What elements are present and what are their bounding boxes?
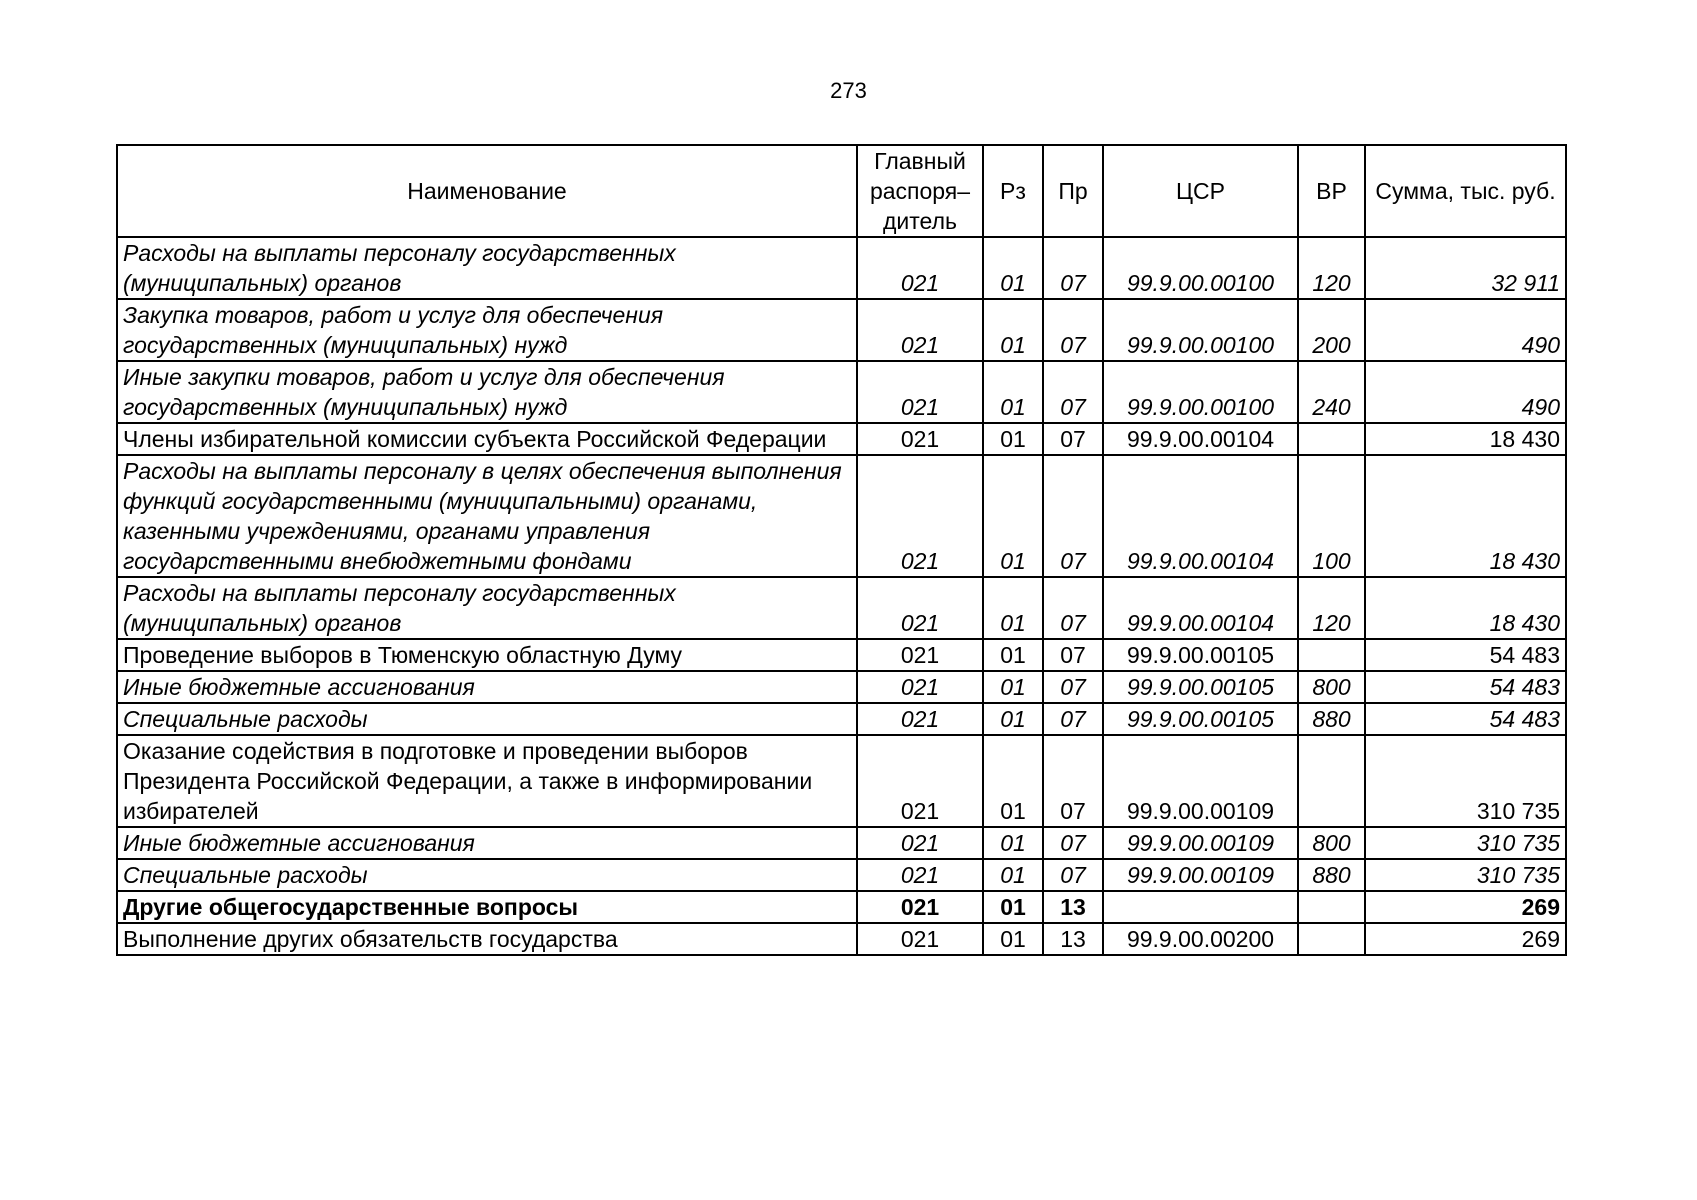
header-vr: ВР xyxy=(1298,145,1365,237)
cell-sum: 54 483 xyxy=(1365,639,1566,671)
cell-distributor: 021 xyxy=(857,735,983,827)
table-row xyxy=(117,577,1566,639)
cell-csr: 99.9.00.00104 xyxy=(1103,423,1298,455)
table-row xyxy=(117,455,1566,577)
cell-pr: 13 xyxy=(1043,891,1103,923)
cell-rz: 01 xyxy=(983,299,1043,361)
budget-table xyxy=(116,144,1567,956)
cell-rz: 01 xyxy=(983,891,1043,923)
cell-distributor: 021 xyxy=(857,703,983,735)
page-number: 273 xyxy=(830,78,867,103)
cell-name: Проведение выборов в Тюменскую областную Думу xyxy=(117,639,857,671)
cell-rz: 01 xyxy=(983,455,1043,577)
table-row xyxy=(117,891,1566,923)
cell-name: Расходы на выплаты персоналу в целях обеспечения выполнения функций государственными (муниципальными) органами, казенными учреждениями, органами управления государственными внебюджетными фондами xyxy=(117,455,857,577)
cell-pr: 07 xyxy=(1043,859,1103,891)
table-row xyxy=(117,703,1566,735)
cell-distributor: 021 xyxy=(857,577,983,639)
cell-csr: 99.9.00.00104 xyxy=(1103,577,1298,639)
cell-csr: 99.9.00.00109 xyxy=(1103,735,1298,827)
cell-rz: 01 xyxy=(983,237,1043,299)
table-row xyxy=(117,735,1566,827)
cell-distributor: 021 xyxy=(857,639,983,671)
cell-sum: 54 483 xyxy=(1365,671,1566,703)
cell-sum: 269 xyxy=(1365,923,1566,955)
cell-vr: 800 xyxy=(1298,671,1365,703)
cell-vr xyxy=(1298,639,1365,671)
cell-csr: 99.9.00.00105 xyxy=(1103,703,1298,735)
cell-csr: 99.9.00.00100 xyxy=(1103,361,1298,423)
cell-sum: 490 xyxy=(1365,361,1566,423)
cell-sum: 310 735 xyxy=(1365,827,1566,859)
cell-sum: 269 xyxy=(1365,891,1566,923)
cell-vr: 100 xyxy=(1298,455,1365,577)
cell-rz: 01 xyxy=(983,703,1043,735)
cell-vr xyxy=(1298,891,1365,923)
cell-distributor: 021 xyxy=(857,827,983,859)
cell-vr: 200 xyxy=(1298,299,1365,361)
cell-distributor: 021 xyxy=(857,859,983,891)
cell-sum: 490 xyxy=(1365,299,1566,361)
cell-csr: 99.9.00.00100 xyxy=(1103,299,1298,361)
cell-distributor: 021 xyxy=(857,891,983,923)
cell-name: Оказание содействия в подготовке и проведении выборов Президента Российской Федерации, а также в информировании избирателей xyxy=(117,735,857,827)
header-pr: Пр xyxy=(1043,145,1103,237)
cell-name: Члены избирательной комиссии субъекта Российской Федерации xyxy=(117,423,857,455)
cell-vr xyxy=(1298,735,1365,827)
cell-csr xyxy=(1103,891,1298,923)
table-row xyxy=(117,423,1566,455)
cell-pr: 07 xyxy=(1043,827,1103,859)
cell-rz: 01 xyxy=(983,671,1043,703)
table-body xyxy=(117,237,1566,955)
cell-pr: 07 xyxy=(1043,455,1103,577)
table-row xyxy=(117,237,1566,299)
cell-sum: 310 735 xyxy=(1365,735,1566,827)
cell-pr: 13 xyxy=(1043,923,1103,955)
cell-name: Другие общегосударственные вопросы xyxy=(117,891,857,923)
cell-sum: 32 911 xyxy=(1365,237,1566,299)
cell-name: Выполнение других обязательств государства xyxy=(117,923,857,955)
cell-csr: 99.9.00.00109 xyxy=(1103,859,1298,891)
cell-name: Расходы на выплаты персоналу государственных (муниципальных) органов xyxy=(117,237,857,299)
cell-name: Иные закупки товаров, работ и услуг для обеспечения государственных (муниципальных) нужд xyxy=(117,361,857,423)
cell-rz: 01 xyxy=(983,639,1043,671)
table-row xyxy=(117,361,1566,423)
cell-rz: 01 xyxy=(983,827,1043,859)
cell-pr: 07 xyxy=(1043,671,1103,703)
cell-vr xyxy=(1298,923,1365,955)
cell-vr: 880 xyxy=(1298,859,1365,891)
header-sum: Сумма, тыс. руб. xyxy=(1365,145,1566,237)
cell-distributor: 021 xyxy=(857,923,983,955)
cell-pr: 07 xyxy=(1043,237,1103,299)
cell-rz: 01 xyxy=(983,361,1043,423)
cell-csr: 99.9.00.00109 xyxy=(1103,827,1298,859)
cell-vr: 120 xyxy=(1298,577,1365,639)
cell-vr xyxy=(1298,423,1365,455)
cell-csr: 99.9.00.00104 xyxy=(1103,455,1298,577)
table-row xyxy=(117,923,1566,955)
cell-name: Специальные расходы xyxy=(117,703,857,735)
cell-distributor: 021 xyxy=(857,455,983,577)
table-row xyxy=(117,827,1566,859)
header-csr: ЦСР xyxy=(1103,145,1298,237)
cell-sum: 18 430 xyxy=(1365,577,1566,639)
cell-name: Специальные расходы xyxy=(117,859,857,891)
cell-name: Иные бюджетные ассигнования xyxy=(117,671,857,703)
cell-rz: 01 xyxy=(983,923,1043,955)
cell-name: Закупка товаров, работ и услуг для обеспечения государственных (муниципальных) нужд xyxy=(117,299,857,361)
cell-pr: 07 xyxy=(1043,299,1103,361)
cell-distributor: 021 xyxy=(857,361,983,423)
cell-csr: 99.9.00.00200 xyxy=(1103,923,1298,955)
cell-pr: 07 xyxy=(1043,577,1103,639)
cell-csr: 99.9.00.00105 xyxy=(1103,639,1298,671)
header-distributor: Главный распоря–дитель xyxy=(857,145,983,237)
cell-sum: 310 735 xyxy=(1365,859,1566,891)
table-header-row xyxy=(117,145,1566,237)
cell-rz: 01 xyxy=(983,577,1043,639)
cell-sum: 18 430 xyxy=(1365,423,1566,455)
cell-rz: 01 xyxy=(983,735,1043,827)
cell-pr: 07 xyxy=(1043,423,1103,455)
cell-csr: 99.9.00.00105 xyxy=(1103,671,1298,703)
header-rz: Рз xyxy=(983,145,1043,237)
cell-csr: 99.9.00.00100 xyxy=(1103,237,1298,299)
cell-distributor: 021 xyxy=(857,237,983,299)
cell-name: Расходы на выплаты персоналу государственных (муниципальных) органов xyxy=(117,577,857,639)
cell-pr: 07 xyxy=(1043,735,1103,827)
cell-vr: 120 xyxy=(1298,237,1365,299)
header-name: Наименование xyxy=(117,145,857,237)
cell-rz: 01 xyxy=(983,423,1043,455)
cell-pr: 07 xyxy=(1043,361,1103,423)
cell-name: Иные бюджетные ассигнования xyxy=(117,827,857,859)
cell-pr: 07 xyxy=(1043,639,1103,671)
cell-rz: 01 xyxy=(983,859,1043,891)
table-row xyxy=(117,639,1566,671)
cell-sum: 18 430 xyxy=(1365,455,1566,577)
cell-distributor: 021 xyxy=(857,423,983,455)
cell-sum: 54 483 xyxy=(1365,703,1566,735)
cell-vr: 240 xyxy=(1298,361,1365,423)
table-row xyxy=(117,671,1566,703)
cell-pr: 07 xyxy=(1043,703,1103,735)
table-row xyxy=(117,299,1566,361)
table-row xyxy=(117,859,1566,891)
cell-vr: 800 xyxy=(1298,827,1365,859)
cell-distributor: 021 xyxy=(857,299,983,361)
cell-vr: 880 xyxy=(1298,703,1365,735)
cell-distributor: 021 xyxy=(857,671,983,703)
